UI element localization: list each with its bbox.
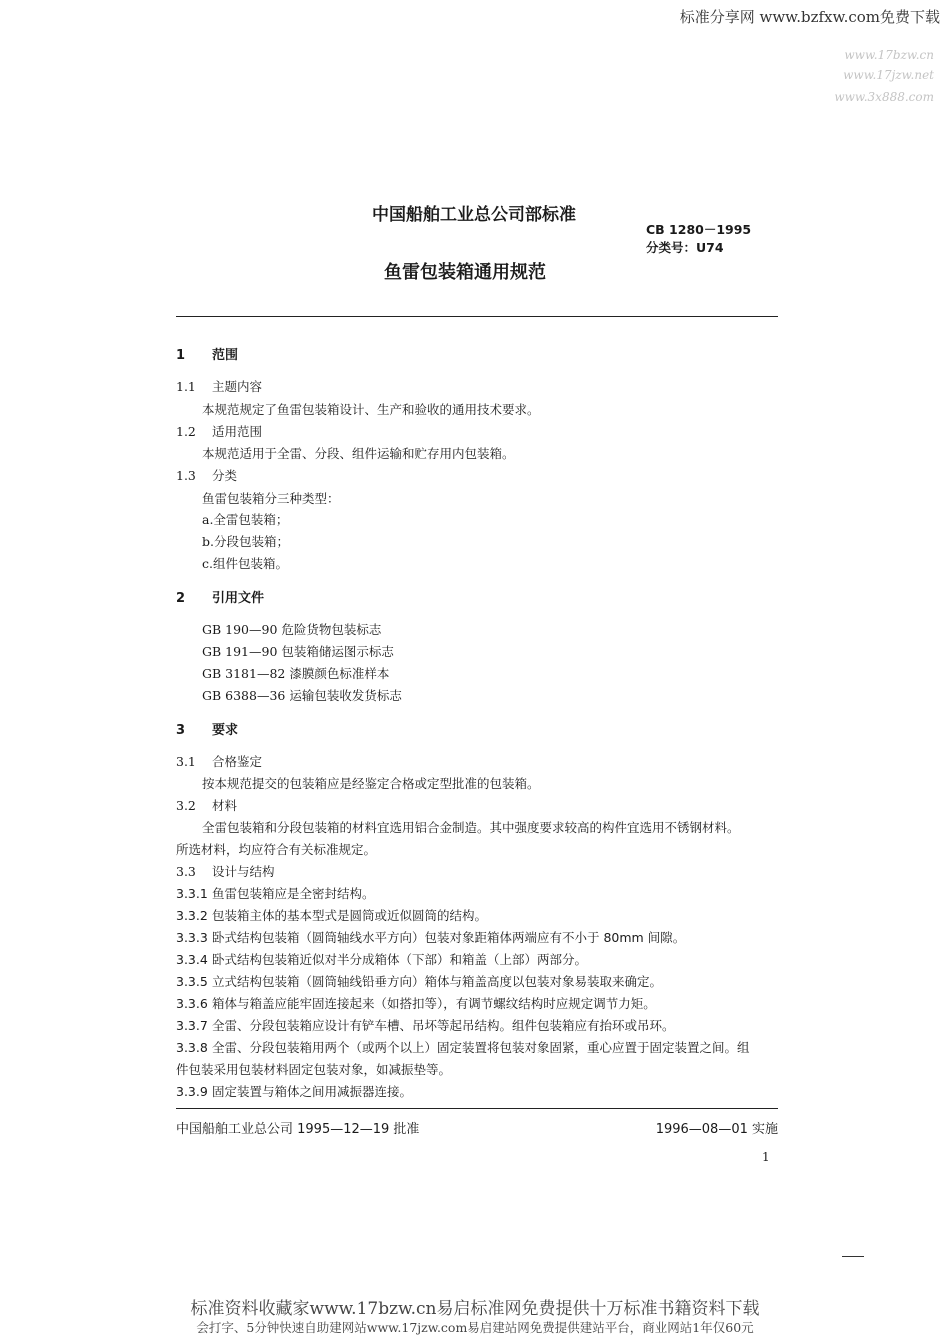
footer-ad-line-2[interactable]: 会打字、5分钟快速自助建网站www.17jzw.com易启建站网免费提供建站平台，商业网站1年仅60元	[196, 1320, 754, 1335]
watermark-2: www.17jzw.net	[843, 68, 934, 82]
clause-title: 分类	[212, 468, 238, 483]
clause-text: 箱体与箱盖应能牢固连接起来（如搭扣等），有调节螺纹结构时应规定调节力矩。	[212, 996, 656, 1011]
section-3-1-heading	[176, 752, 262, 770]
effective-date: 1996—08—01 实施	[655, 1122, 778, 1137]
clause-text: 鱼雷包装箱应是全密封结构。	[212, 886, 375, 901]
clause-number: 3.3.1	[176, 886, 208, 901]
clause-3-3-5	[176, 972, 662, 990]
clause-number: 3.1	[176, 754, 196, 769]
classification-number: 分类号：U74	[646, 240, 724, 255]
clause-number: 3.3.6	[176, 996, 208, 1011]
clause-number: 3.3.3	[176, 930, 208, 945]
clause-number: 3.3.7	[176, 1018, 208, 1033]
clause-number: 1.2	[176, 424, 196, 439]
section-3-3-heading	[176, 862, 275, 880]
clause-3-3-8	[176, 1038, 750, 1056]
clause-title: 主题内容	[212, 379, 263, 394]
footer-ad-line-1[interactable]: 标准资料收藏家www.17bzw.cn易启标准网免费提供十万标准书籍资料下载	[190, 1299, 760, 1319]
section-1-2-heading	[176, 422, 262, 440]
section-number: 1	[176, 348, 186, 363]
section-3-1-body: 按本规范提交的包装箱应是经鉴定合格或定型批准的包装箱。	[202, 776, 540, 791]
section-3-heading	[176, 719, 238, 738]
clause-title: 合格鉴定	[212, 754, 263, 769]
reference-item: GB 190—90 危险货物包装标志	[202, 622, 382, 637]
section-3-2-heading	[176, 796, 237, 814]
section-3-2-body: 全雷包装箱和分段包装箱的材料宜选用铝合金制造。其中强度要求较高的构件宜选用不锈钢材料。	[202, 820, 740, 835]
section-1-3-intro: 鱼雷包装箱分三种类型：	[202, 491, 340, 506]
clause-text: 包装箱主体的基本型式是圆筒或近似圆筒的结构。	[212, 908, 488, 923]
section-1-3-heading	[176, 466, 237, 484]
document-title: 鱼雷包装箱通用规范	[384, 262, 546, 283]
corner-mark	[842, 1256, 864, 1257]
reference-item: GB 6388—36 运输包装收发货标志	[202, 688, 402, 703]
clause-number: 1.3	[176, 468, 196, 483]
reference-item: GB 191—90 包装箱储运图示标志	[202, 644, 394, 659]
clause-number: 3.3.4	[176, 952, 208, 967]
org-title: 中国船舶工业总公司部标准	[372, 205, 576, 225]
standard-number: CB 1280－1995	[646, 222, 752, 237]
section-title: 引用文件	[212, 591, 265, 606]
clause-3-3-7	[176, 1016, 675, 1034]
clause-title: 材料	[212, 798, 238, 813]
clause-number: 3.3.9	[176, 1084, 208, 1099]
clause-text: 固定装置与箱体之间用减振器连接。	[212, 1084, 413, 1099]
clause-title: 设计与结构	[212, 864, 275, 879]
clause-3-3-6	[176, 994, 656, 1012]
clause-text: 全雷、分段包装箱应设计有铲车槽、吊坏等起吊结构。组件包装箱应有抬环或吊环。	[212, 1018, 675, 1033]
clause-number: 1.1	[176, 379, 196, 394]
clause-3-3-1	[176, 884, 375, 902]
page-number: 1	[762, 1150, 770, 1164]
clause-text: 卧式结构包装箱（圆筒轴线水平方向）包装对象距箱体两端应有不小于 80mm 间隙。	[212, 930, 686, 945]
site-header: 标准分享网 www.bzfxw.com免费下载	[679, 8, 940, 26]
section-title: 要求	[212, 723, 239, 738]
clause-3-3-9	[176, 1082, 412, 1100]
clause-text: 卧式结构包装箱近似对半分成箱体（下部）和箱盖（上部）两部分。	[212, 952, 588, 967]
section-3-2-body-cont: 所选材料，均应符合有关标准规定。	[176, 842, 377, 857]
section-title: 范围	[212, 348, 239, 363]
footer-rule	[176, 1108, 778, 1109]
section-2-heading	[176, 587, 264, 606]
clause-text: 全雷、分段包装箱用两个（或两个以上）固定装置将包装对象固紧，重心应置于固定装置之间。组	[212, 1040, 750, 1055]
section-1-heading	[176, 344, 238, 363]
clause-number: 3.3	[176, 864, 196, 879]
clause-number: 3.3.5	[176, 974, 208, 989]
section-1-1-heading	[176, 377, 262, 395]
header-rule	[176, 316, 778, 317]
clause-number: 3.3.8	[176, 1040, 208, 1055]
clause-number: 3.2	[176, 798, 196, 813]
clause-3-3-3	[176, 928, 685, 946]
section-1-2-body: 本规范适用于全雷、分段、组件运输和贮存用内包装箱。	[202, 446, 515, 461]
watermark-1: www.17bzw.cn	[844, 48, 934, 62]
clause-number: 3.3.2	[176, 908, 208, 923]
clause-3-3-2	[176, 906, 487, 924]
section-number: 3	[176, 723, 186, 738]
clause-title: 适用范围	[212, 424, 263, 439]
clause-3-3-8-cont: 件包装采用包装材料固定包装对象，如减振垫等。	[176, 1062, 452, 1077]
clause-text: 立式结构包装箱（圆筒轴线铅垂方向）箱体与箱盖高度以包装对象易装取来确定。	[212, 974, 663, 989]
approval-line: 中国船舶工业总公司 1995—12—19 批准	[176, 1122, 420, 1137]
reference-item: GB 3181—82 漆膜颜色标准样本	[202, 666, 390, 681]
type-item-c: c.组件包装箱。	[202, 556, 288, 571]
type-item-b: b.分段包装箱；	[202, 534, 289, 549]
clause-3-3-4	[176, 950, 587, 968]
section-1-1-body: 本规范规定了鱼雷包装箱设计、生产和验收的通用技术要求。	[202, 402, 540, 417]
watermark-3: www.3x888.com	[834, 90, 934, 104]
section-number: 2	[176, 591, 186, 606]
type-item-a: a.全雷包装箱；	[202, 512, 289, 527]
